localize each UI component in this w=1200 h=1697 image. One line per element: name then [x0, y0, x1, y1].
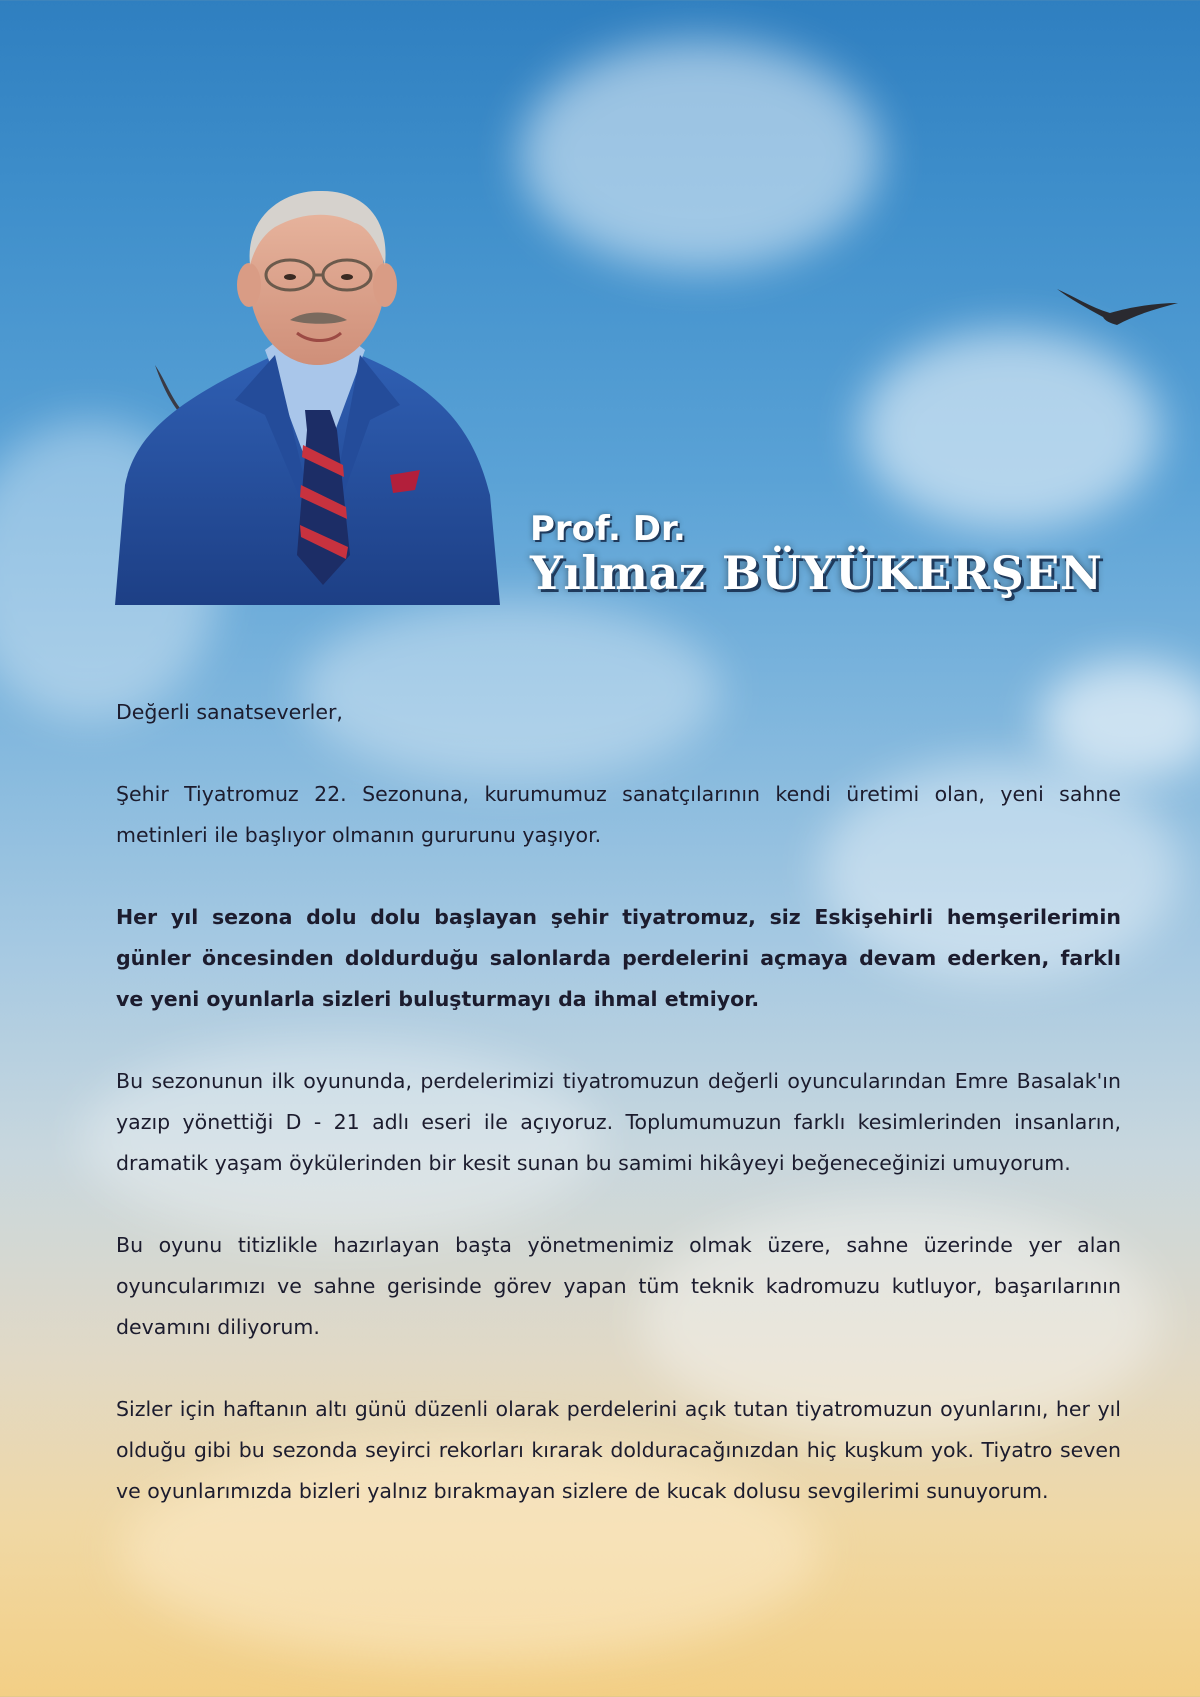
salutation: Değerli sanatseverler, [116, 700, 343, 724]
paragraph: Bu oyunu titizlikle hazırlayan başta yönetmenimiz olmak üzere, sahne üzerinde yer alan oyuncularımızı ve sahne gerisinde görev yapan tüm teknik kadromuzu kutluyor, başarılarının devamını diliyorum. [116, 1233, 1121, 1339]
bird-icon [1055, 285, 1180, 330]
name-block [530, 509, 1103, 600]
cloud [520, 40, 880, 270]
cloud [860, 330, 1160, 530]
academic-title: Prof. Dr. [530, 509, 686, 549]
paragraph: Sizler için haftanın altı günü düzenli olarak perdelerini açık tutan tiyatromuzun oyunlarını, her yıl olduğu gibi bu sezonda seyirci rekorları kırarak dolduracağınızdan hiç kuşkum yok. Tiyatro seven ve oyunlarımızda bizleri yalnız bırakmayan sizlere de kucak dolusu sevgilerimi sunuyorum. [116, 1397, 1121, 1503]
paragraph-bold: Her yıl sezona dolu dolu başlayan şehir tiyatromuz, siz Eskişehirli hemşerilerimin günler öncesinden doldurduğu salonlarda perdelerini açmaya devam ederken, farklı ve yeni oyunlarla sizleri buluşturmayı da ihmal etmiyor. [116, 905, 1121, 1011]
portrait-photo [115, 185, 500, 605]
paragraph: Bu sezonunun ilk oyununda, perdelerimizi tiyatromuzun değerli oyuncularından Emre Basalak'ın yazıp yönettiği D - 21 adlı eseri ile açıyoruz. Toplumumuzun farklı kesimlerinden insanların, dramatik yaşam öykülerinden bir kesit sunan bu samimi hikâyeyi beğeneceğinizi umuyorum. [116, 1069, 1121, 1175]
person-name: Yılmaz BÜYÜKERŞEN [530, 546, 1103, 600]
paragraph: Şehir Tiyatromuz 22. Sezonuna, kurumumuz sanatçılarının kendi üretimi olan, yeni sahne metinleri ile başlıyor olmanın gururunu yaşıyor. [116, 782, 1121, 847]
letter-body [116, 692, 1121, 1512]
